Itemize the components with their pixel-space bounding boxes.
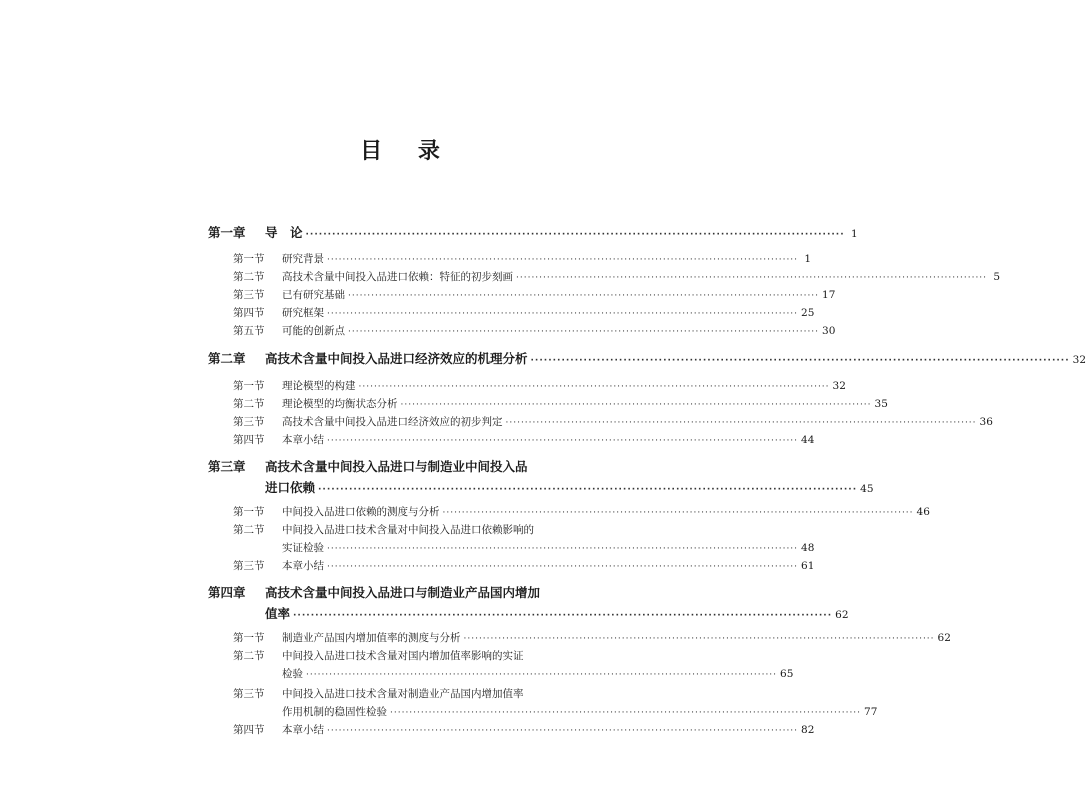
chapter-label: 第三章 xyxy=(208,459,246,474)
toc-chapter-4[interactable] xyxy=(208,584,594,602)
chapter-title-continued: 进口依赖 xyxy=(265,480,316,495)
toc-section[interactable] xyxy=(233,521,594,539)
toc-section[interactable] xyxy=(233,250,812,268)
toc-section-continued[interactable] xyxy=(282,703,878,721)
toc-section[interactable] xyxy=(233,395,888,413)
dot-leader xyxy=(464,630,935,648)
section-label: 第一节 xyxy=(233,632,265,644)
section-title: 研究背景 xyxy=(282,253,324,265)
page-number: 5 xyxy=(993,271,1001,283)
dot-leader xyxy=(348,287,819,305)
section-title: 高技术含量中间投入品进口依赖：特征的初步刻画 xyxy=(282,271,513,283)
page-number: 46 xyxy=(916,506,930,518)
dot-leader xyxy=(327,432,798,450)
section-label: 第二节 xyxy=(233,524,265,536)
section-title-continued: 作用机制的稳固性检验 xyxy=(282,706,387,718)
dot-leader xyxy=(348,323,819,341)
section-label: 第二节 xyxy=(233,398,265,410)
toc-section[interactable] xyxy=(233,721,815,739)
toc-section[interactable] xyxy=(233,647,594,665)
page-number: 17 xyxy=(822,289,836,301)
dot-leader xyxy=(516,269,987,287)
dot-leader xyxy=(318,481,857,499)
page-number: 82 xyxy=(801,724,815,736)
page-number: 32 xyxy=(1072,354,1086,366)
toc-section[interactable] xyxy=(233,503,930,521)
dot-leader xyxy=(401,396,872,414)
section-title: 理论模型的均衡状态分析 xyxy=(282,398,398,410)
toc-chapter-4-continued[interactable] xyxy=(265,605,849,623)
section-title: 可能的创新点 xyxy=(282,325,345,337)
section-title: 本章小结 xyxy=(282,434,324,446)
dot-leader xyxy=(327,251,798,269)
dot-leader xyxy=(506,414,977,432)
toc-chapter-2[interactable] xyxy=(208,350,1086,368)
section-title: 中间投入品进口技术含量对中间投入品进口依赖影响的 xyxy=(282,524,534,536)
toc-chapter-1[interactable] xyxy=(208,224,858,242)
section-label: 第三节 xyxy=(233,560,265,572)
section-label: 第四节 xyxy=(233,307,265,319)
section-title: 中间投入品进口技术含量对国内增加值率影响的实证 xyxy=(282,650,524,662)
toc-section[interactable] xyxy=(233,557,815,575)
toc-section[interactable] xyxy=(233,268,1001,286)
dot-leader xyxy=(327,305,798,323)
dot-leader xyxy=(327,540,798,558)
page-number: 35 xyxy=(874,398,888,410)
toc-section[interactable] xyxy=(233,629,951,647)
toc-section[interactable] xyxy=(233,431,815,449)
page-number: 48 xyxy=(801,542,815,554)
page-number: 36 xyxy=(979,416,993,428)
section-label: 第一节 xyxy=(233,506,265,518)
section-label: 第三节 xyxy=(233,416,265,428)
section-label: 第三节 xyxy=(233,289,265,301)
toc-section[interactable] xyxy=(233,286,836,304)
section-title: 研究框架 xyxy=(282,307,324,319)
page-number: 32 xyxy=(832,380,846,392)
toc-chapter-3[interactable] xyxy=(208,458,594,476)
dot-leader xyxy=(327,558,798,576)
dot-leader xyxy=(293,607,832,625)
chapter-title: 高技术含量中间投入品进口与制造业产品国内增加 xyxy=(265,585,541,600)
toc-section[interactable] xyxy=(233,413,993,431)
section-title: 本章小结 xyxy=(282,560,324,572)
page-number: 62 xyxy=(835,609,849,621)
page-title: 目 录 xyxy=(360,139,454,164)
toc-chapter-3-continued[interactable] xyxy=(265,479,874,497)
chapter-label: 第四章 xyxy=(208,585,246,600)
section-label: 第四节 xyxy=(233,434,265,446)
section-label: 第三节 xyxy=(233,688,265,700)
section-label: 第五节 xyxy=(233,325,265,337)
section-label: 第二节 xyxy=(233,271,265,283)
section-title: 中间投入品进口技术含量对制造业产品国内增加值率 xyxy=(282,688,524,700)
page-number: 65 xyxy=(780,668,794,680)
section-title: 本章小结 xyxy=(282,724,324,736)
toc-section-continued[interactable] xyxy=(282,665,794,683)
section-label: 第一节 xyxy=(233,380,265,392)
page-number: 1 xyxy=(804,253,812,265)
chapter-title: 导 论 xyxy=(265,225,303,240)
dot-leader xyxy=(327,722,798,740)
chapter-title-continued: 值率 xyxy=(265,606,291,621)
page-number: 61 xyxy=(801,560,815,572)
section-label: 第二节 xyxy=(233,650,265,662)
dot-leader xyxy=(306,226,845,244)
page-number: 77 xyxy=(864,706,878,718)
section-title: 理论模型的构建 xyxy=(282,380,356,392)
toc-section-continued[interactable] xyxy=(282,539,815,557)
dot-leader xyxy=(390,704,861,722)
toc-section[interactable] xyxy=(233,304,815,322)
section-title: 中间投入品进口依赖的测度与分析 xyxy=(282,506,440,518)
section-title-continued: 实证检验 xyxy=(282,542,324,554)
dot-leader xyxy=(306,666,777,684)
page-number: 45 xyxy=(860,483,874,495)
section-title-continued: 检验 xyxy=(282,668,303,680)
page-number: 1 xyxy=(850,228,858,240)
page-number: 44 xyxy=(801,434,815,446)
section-label: 第一节 xyxy=(233,253,265,265)
chapter-title: 高技术含量中间投入品进口与制造业中间投入品 xyxy=(265,459,528,474)
toc-section[interactable] xyxy=(233,377,846,395)
chapter-label: 第一章 xyxy=(208,225,246,240)
chapter-label: 第二章 xyxy=(208,351,246,366)
page-number: 62 xyxy=(937,632,951,644)
section-title: 高技术含量中间投入品进口经济效应的初步判定 xyxy=(282,416,503,428)
section-title: 已有研究基础 xyxy=(282,289,345,301)
section-title: 制造业产品国内增加值率的测度与分析 xyxy=(282,632,461,644)
page-number: 30 xyxy=(822,325,836,337)
chapter-title: 高技术含量中间投入品进口经济效应的机理分析 xyxy=(265,351,528,366)
section-label: 第四节 xyxy=(233,724,265,736)
page-number: 25 xyxy=(801,307,815,319)
toc-section[interactable] xyxy=(233,322,836,340)
dot-leader xyxy=(531,352,1070,370)
dot-leader xyxy=(359,378,830,396)
dot-leader xyxy=(443,504,914,522)
toc-section[interactable] xyxy=(233,685,594,703)
